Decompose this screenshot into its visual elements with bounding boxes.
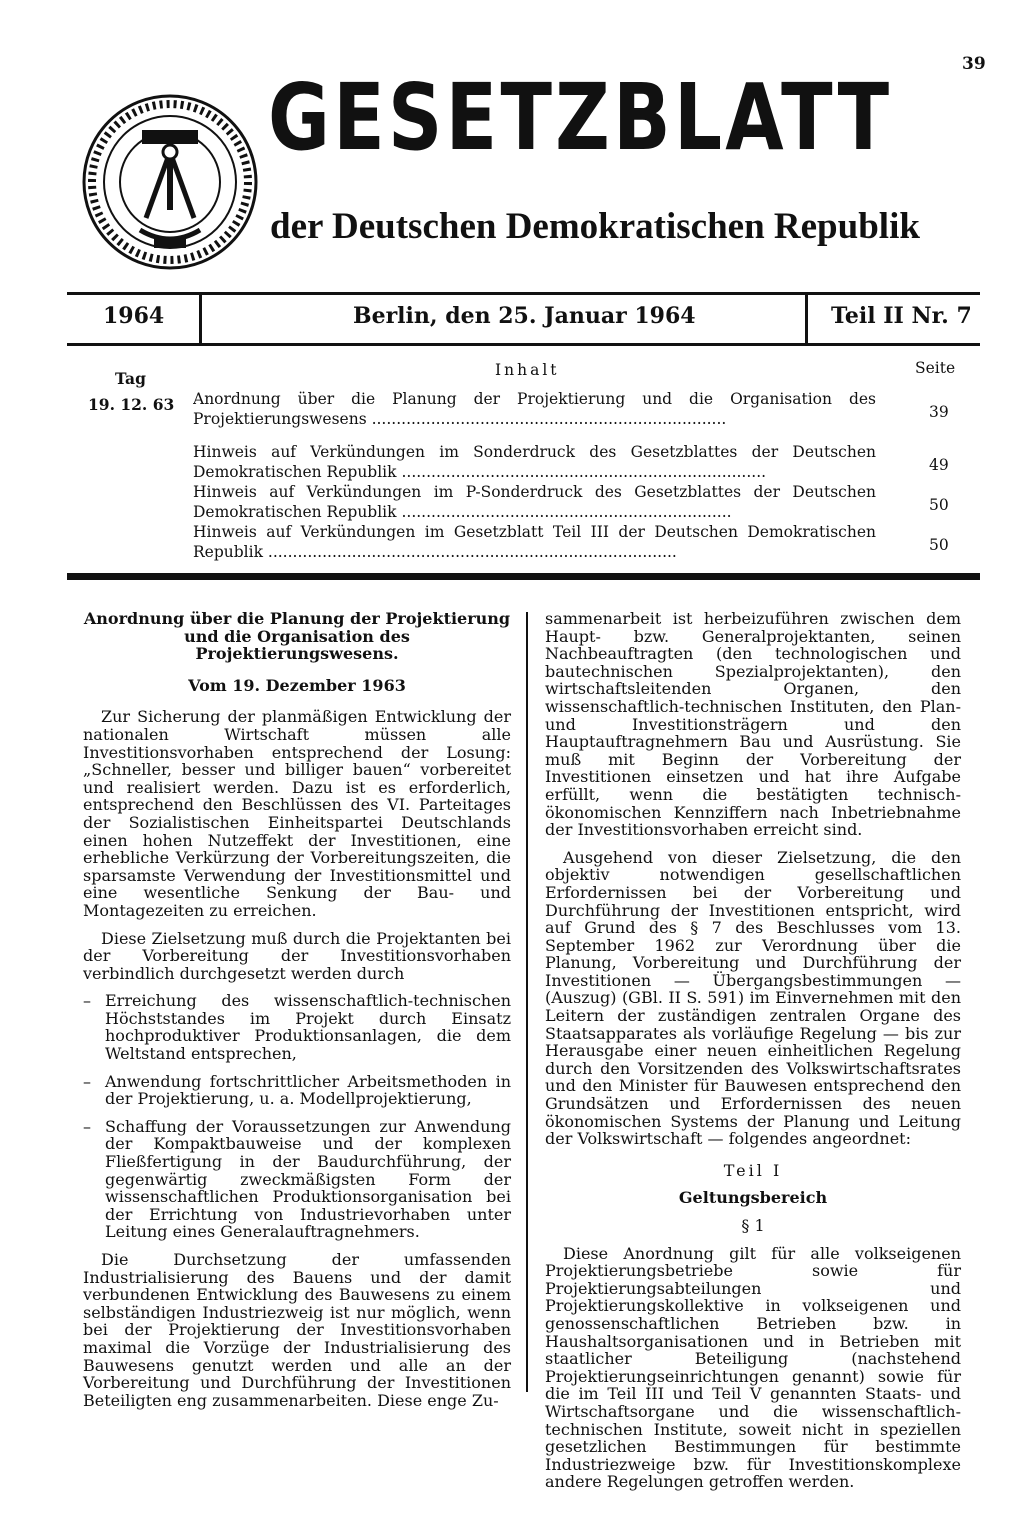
dateline-divider (199, 295, 202, 343)
masthead-subtitle: der Deutschen Demokratischen Republik (270, 206, 920, 247)
part-label: Teil I (723, 1160, 783, 1180)
toc-entry-date: 19. 12. 63 (88, 395, 175, 414)
table-of-contents (67, 355, 980, 585)
dateline-divider (805, 295, 808, 343)
paragraph-label: § 1 (741, 1216, 765, 1235)
section-title: Geltungsbereich (678, 1188, 828, 1208)
article-paragraph: Zur Sicherung der planmäßigen Entwicklung der nationalen Wirtschaft müssen alle Investitionsvorhaben entsprechend der Losung: „Schneller, besser und billiger bauen“ vorbereitet und realisiert werden. Dazu ist es erforderlich, entsprechend den Beschlüssen des VI. Parteitages der Sozialistischen Einheitspartei Deutschlands einen hohen Nutzeffekt der Investitionen, eine erhebliche Verkürzung der Vorbereitungszeiten, die sparsamste Verwendung der Investitionsmittel und eine wesentliche Senkung der Bau- und Montagezeiten zu erreichen. (83, 707, 511, 920)
article-bullet: – Erreichung des wissenschaftlich-technischen Höchststandes im Projekt durch Einsatz hochproduktiver Produktionsanlagen, die dem Weltstand entsprechen, (83, 992, 511, 1062)
toc-entry-text: Hinweis auf Verkündungen im Sonderdruck des Gesetzblattes der Deutschen Demokratischen Republik .......................................................................... (193, 443, 876, 481)
toc-date-header: Tag (115, 369, 146, 388)
state-emblem-icon (80, 92, 260, 272)
article-bullet: – Anwendung fortschrittlicher Arbeitsmethoden in der Projektierung, u. a. Modellprojektierung, (83, 1073, 511, 1108)
issue-date: Berlin, den 25. Januar 1964 (353, 303, 696, 329)
article-bullet: – Schaffung der Voraussetzungen zur Anwendung der Kompaktbauweise und der komplexen Fließfertigung in der Baudurchführung, der gegenwärtig zweckmäßigsten Form der wissenschaftlichen Produktionsorganisation bei der Errichtung von Industrievorhaben unter Leitung eines Generalauftragnehmers. (83, 1118, 511, 1241)
article-column-right (545, 610, 961, 1501)
toc-bottom-rule (67, 573, 980, 580)
toc-entry-text: Hinweis auf Verkündungen im Gesetzblatt Teil III der Deutschen Demokratischen Republik ................................................................................... (193, 523, 876, 561)
article-paragraph: Ausgehend von dieser Zielsetzung, die den objektiv notwendigen gesellschaftlichen Erfordernissen bei der Vorbereitung und Durchführung der Investitionen entspricht, wird auf Grund des § 7 des Beschlusses vom 13. September 1962 zur Verordnung über die Planung, Vorbereitung und Durchführung der Investitionen — Übergangsbestimmungen — (Auszug) (GBl. II S. 591) im Einvernehmen mit den Leitern der zuständigen zentralen Organe des Staatsapparates als vorläufige Regelung — bis zur Herausgabe einer neuen einheitlichen Regelung durch den Vorsitzenden des Volkswirtschaftsrates und den Minister für Bauwesen entsprechend den Grundsätzen und Erfordernissen des neuen ökonomischen Systems der Planung und Leitung der Volkswirtschaft — folgendes angeordnet: (545, 847, 961, 1149)
article-paragraph: Die Durchsetzung der umfassenden Industrialisierung des Bauens und der damit verbundenen Entwicklung des Bauwesens zu einem selbständigen Industriezweig ist nur möglich, wenn bei der Projektierung der Investitionsvorhaben maximal die Vorzüge der Industrialisierung des Bauwesens genutzt werden und alle an der Vorbereitung und Durchführung der Investitionen Beteiligten eng zusammenarbeiten. Diese enge Zu- (83, 1250, 511, 1410)
dateline-bar (67, 292, 980, 346)
toc-entry-text: Anordnung über die Planung der Projektierung und die Organisation des Projektierungswesens ........................................................................ (193, 390, 876, 428)
article-date: Vom 19. Dezember 1963 (188, 675, 406, 695)
issue-part-number: Teil II Nr. 7 (831, 303, 972, 329)
masthead-title: GESETZBLATT (268, 64, 893, 171)
toc-entry-text: Hinweis auf Verkündungen im P-Sonderdruck des Gesetzblattes der Deutschen Demokratischen Republik ................................................................... (193, 483, 876, 521)
toc-title: Inhalt (495, 361, 560, 379)
page-number: 39 (962, 54, 986, 74)
toc-page-header: Seite (915, 359, 956, 377)
toc-entry-page: 50 (929, 496, 949, 514)
article-paragraph: Diese Anordnung gilt für alle volkseigenen Projektierungsbetriebe sowie für Projektierungsabteilungen und Projektierungskollektive in volkseigenen und genossenschaftlichen Betrieben bzw. in Haushaltsorganisationen und in Betrieben mit staatlicher Beteiligung (nachstehend Projektierungseinrichtungen genannt) sowie für die im Teil III und Teil V genannten Staats- und Wirtschaftsorgane und die wissenschaftlich-technischen Institute, soweit nicht in speziellen gesetzlichen Bestimmungen für bestimmte Industriezweige bzw. für Investitionskomplexe andere Regelungen getroffen werden. (545, 1243, 961, 1492)
article-paragraph: sammenarbeit ist herbeizuführen zwischen dem Haupt- bzw. Generalprojektanten, seinen Nachbeauftragten (den technologischen und bautechnischen Spezialprojektanten), den wirtschaftsleitenden Organen, den wissenschaftlich-technischen Instituten, den Plan- und Investitionsträgern und den Hauptauftragnehmern Bau und Ausrüstung. Sie muß mit Beginn der Vorbereitung der Investitionen einsetzen und hat ihre Aufgabe erfüllt, wenn die bestätigten technisch-ökonomischen Kennziffern nach Inbetriebnahme der Investitionsvorhaben erreicht sind. (545, 609, 961, 840)
issue-year: 1964 (103, 303, 165, 329)
toc-entry-page: 49 (929, 456, 949, 474)
article-paragraph: Diese Zielsetzung muß durch die Projektanten bei der Vorbereitung der Investitionsvorhaben verbindlich durchgesetzt werden durch (83, 928, 511, 983)
toc-entry-page: 39 (929, 403, 949, 421)
article-column-left (83, 610, 511, 1419)
article-title: Anordnung über die Planung der Projektierung und die Organisation des Projektierungswesens. (83, 609, 511, 664)
toc-entry-page: 50 (929, 536, 949, 554)
column-divider (526, 612, 528, 1392)
